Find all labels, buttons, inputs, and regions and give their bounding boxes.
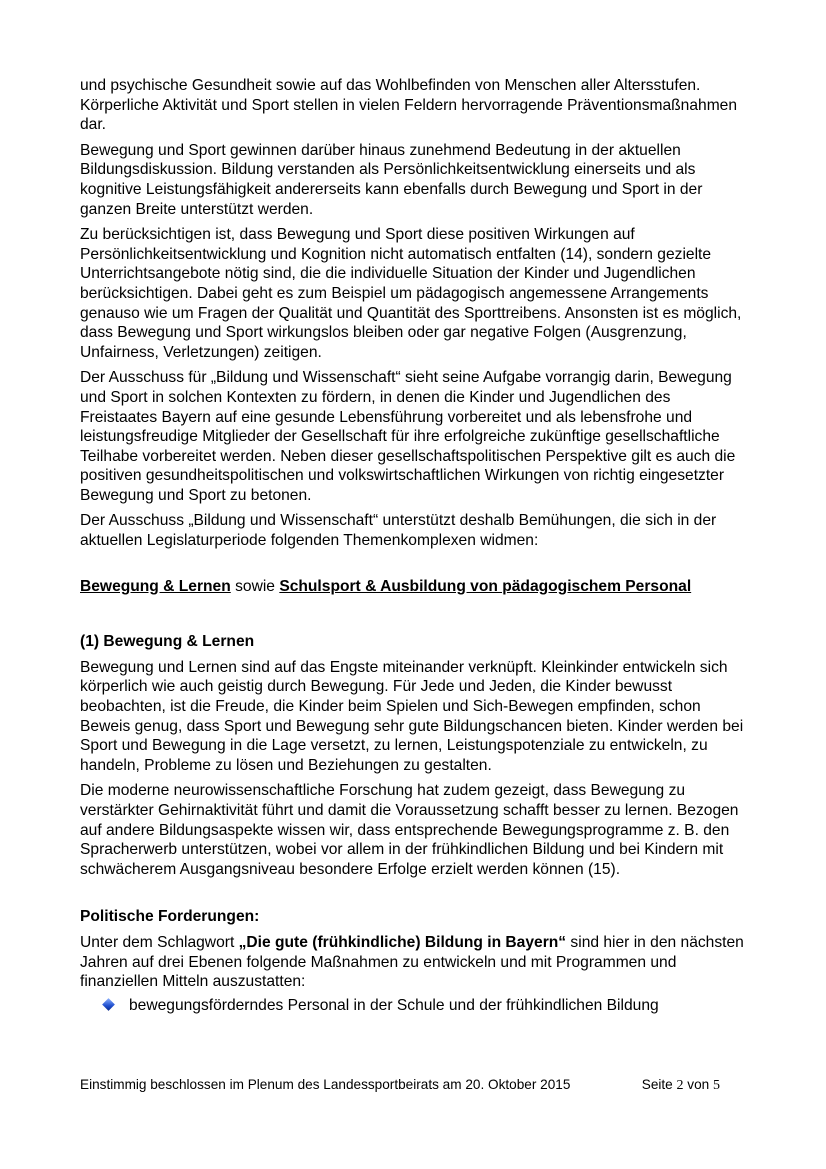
- page-number: [642, 1076, 720, 1094]
- section-title: (1) Bewegung & Lernen: [80, 633, 255, 651]
- footer-note: Einstimmig beschlossen im Plenum des Landessportbeirats am 20. Oktober 2015: [80, 1077, 571, 1092]
- document-page: [80, 76, 750, 1015]
- topic-schulsport: Schulsport & Ausbildung von pädagogischem Personal: [279, 577, 692, 595]
- intro-text: sind hier in den nächsten Jahren auf drei Ebenen folgende Maßnahmen zu entwickeln und mit Programmen und finanziellen Mitteln auszustatten:: [80, 933, 744, 991]
- paragraph: und psychische Gesundheit sowie auf das Wohlbefinden von Menschen aller Altersstufen. Körperliche Aktivität und Sport stellen in vielen Feldern hervorragende Präventionsmaßnahmen dar.: [80, 77, 738, 134]
- list-item-text: bewegungsförderndes Personal in der Schule und der frühkindlichen Bildung: [129, 996, 659, 1014]
- list-item: [102, 996, 750, 1016]
- demands-intro: [80, 933, 750, 992]
- page-footer: [80, 1076, 720, 1094]
- paragraph: Zu berücksichtigen ist, dass Bewegung und Sport diese positiven Wirkungen auf Persönlichkeitsentwicklung und Kognition nicht automatisch entfalten (14), sondern gezielte Unterrichtsangebote nötig sind, die die individuelle Situation der Kinder und Jugendlichen berücksichtigen. Dabei geht es zum Beispiel um pädagogisch angemessene Arrangements genauso wie um Fragen der Qualität und Quantität des Sporttreibens. Ansonsten ist es möglich, dass Bewegung und Sport wirkungslos bleiben oder gar negative Folgen (Ausgrenzung, Unfairness, Verletzungen) zeitigen.: [80, 226, 742, 361]
- topics-heading: [80, 577, 750, 597]
- paragraph: Der Ausschuss für „Bildung und Wissenschaft“ sieht seine Aufgabe vorrangig darin, Bewegung und Sport in solchen Kontexten zu fördern, in denen die Kinder und Jugendlichen des Freistaates Bayern auf eine gesunde Lebensführung vorbereitet und als lebensfrohe und leistungsfreudige Mitglieder der Gesellschaft für ihre erfolgreiche zukünftige gesellschaftliche Teilhabe vorbereitet werden. Neben dieser gesellschaftspolitischen Perspektive gilt es auch die positiven gesundheitspolitischen und volkswirtschaftlichen Wirkungen von richtig eingesetzter Bewegung und Sport zu betonen.: [80, 369, 736, 504]
- topic-bewegung-lernen: Bewegung & Lernen: [80, 577, 231, 595]
- demands-title: Politische Forderungen:: [80, 908, 260, 926]
- paragraph: Bewegung und Sport gewinnen darüber hinaus zunehmend Bedeutung in der aktuellen Bildungsdiskussion. Bildung verstanden als Persönlichkeitsentwicklung einerseits und als kognitive Leistungsfähigkeit andererseits kann ebenfalls durch Bewegung und Sport in der ganzen Breite unterstützt werden.: [80, 141, 703, 218]
- spacer: [80, 885, 750, 907]
- paragraph: Die moderne neurowissenschaftliche Forschung hat zudem gezeigt, dass Bewegung zu verstärkter Gehirnaktivität führt und damit die Voraussetzung schafft besser zu lernen. Bezogen auf andere Bildungsaspekte wissen wir, dass entsprechende Bewegungsprogramme z. B. den Spracherwerb unterstützen, wobei vor allem in der frühkindlichen Bildung und bei Kindern mit schwächerem Ausgangsniveau besondere Erfolge erzielt werden können (15).: [80, 782, 739, 878]
- demands-list: [80, 996, 750, 1016]
- page-label: von: [683, 1077, 713, 1092]
- intro-text: Unter dem Schlagwort: [80, 933, 239, 951]
- paragraph: Bewegung und Lernen sind auf das Engste miteinander verknüpft. Kleinkinder entwickeln sich körperlich wie auch geistig durch Bewegung. Für Jede und Jeden, die Kinder bewusst beobachten, ist die Freude, die Kinder beim Spielen und Sich-Bewegen empfinden, schon Beweis genug, dass Sport und Bewegung sehr gute Bildungschancen bieten. Kinder werden bei Sport und Bewegung in die Lage versetzt, zu lernen, Leistungspotenziale zu entwickeln, zu handeln, Probleme zu lösen und Beziehungen zu gestalten.: [80, 658, 744, 774]
- current-page: 2: [676, 1078, 684, 1093]
- page-label: Seite: [641, 1077, 677, 1092]
- paragraph: Der Ausschuss „Bildung und Wissenschaft“ unterstützt deshalb Bemühungen, die sich in der aktuellen Legislaturperiode folgenden Themenkomplexen widmen:: [80, 512, 717, 550]
- intro-slogan: „Die gute (frühkindliche) Bildung in Bayern“: [238, 933, 567, 951]
- topics-connector: sowie: [230, 577, 280, 595]
- diamond-bullet-icon: [102, 998, 115, 1011]
- total-pages: 5: [713, 1078, 720, 1093]
- spacer: [80, 602, 750, 632]
- spacer: [80, 557, 750, 577]
